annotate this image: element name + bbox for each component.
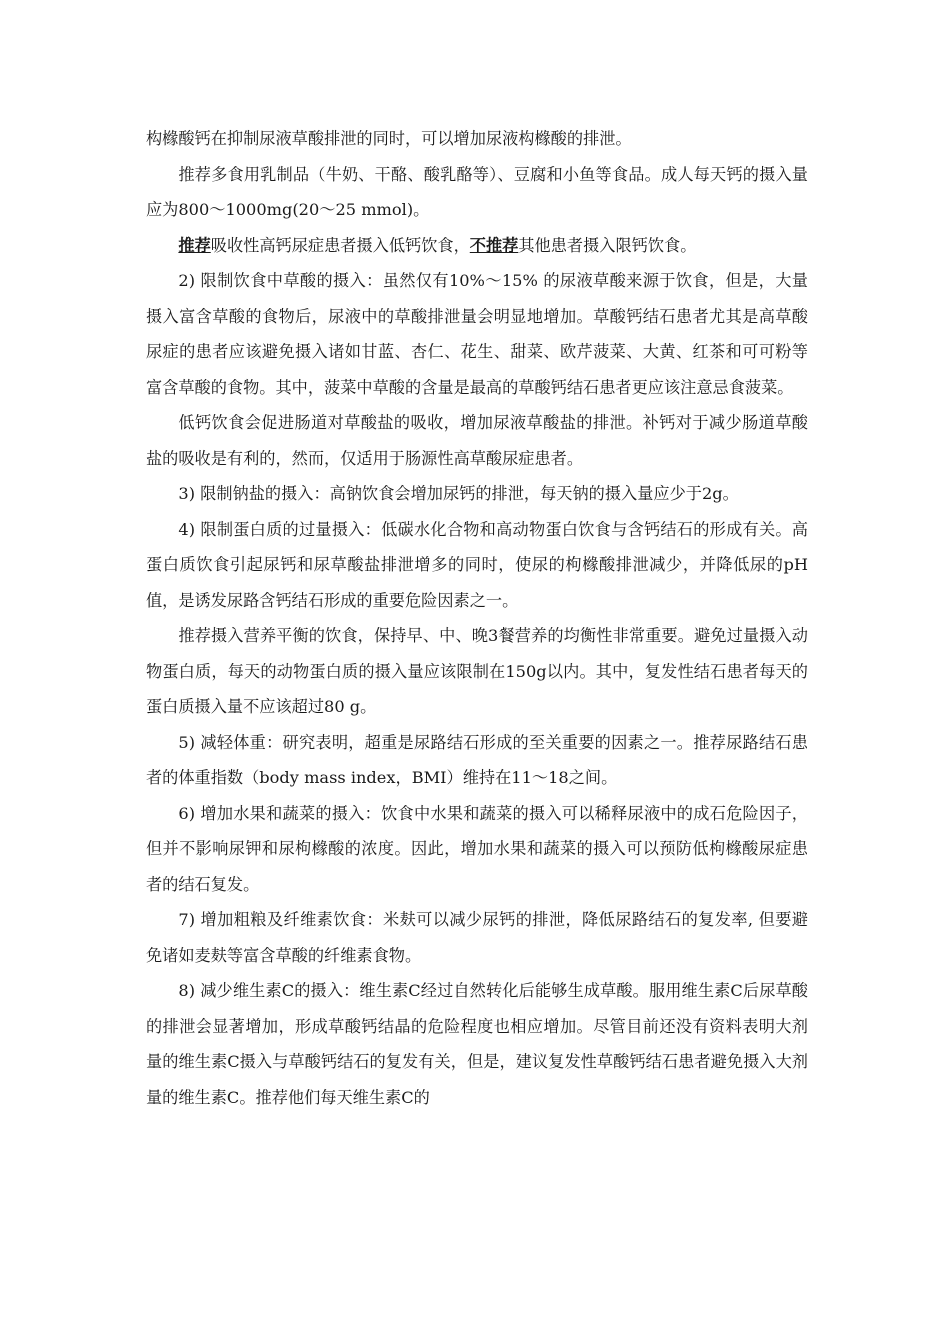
paragraph-low-calcium-effect: 低钙饮食会促进肠道对草酸盐的吸收，增加尿液草酸盐的排泄。补钙对于减少肠道草酸盐的吸收是有利的，然而，仅适用于肠源性高草酸尿症患者。 — [146, 413, 808, 468]
not-recommend-emphasis: 不推荐 — [469, 235, 519, 255]
paragraph-vitamin-c: 8) 减少维生素C的摄入：维生素C经过自然转化后能够生成草酸。服用维生素C后尿草酸的排泄会显著增加，形成草酸钙结晶的危险程度也相应增加。尽管目前还没有资料表明大剂量的维生素C摄入与草酸钙结石的复发有关，但是，建议复发性草酸钙结石患者避免摄入大剂量的维生素C。推荐他们每天维生素C的 — [146, 981, 808, 1107]
paragraph-fiber-diet: 7) 增加粗粮及纤维素饮食：米麸可以减少尿钙的排泄，降低尿路结石的复发率, 但要避免诸如麦麸等富含草酸的纤维素食物。 — [146, 910, 808, 965]
not-recommend-text: 其他患者摄入限钙饮食。 — [518, 235, 697, 255]
recommend-emphasis: 推荐 — [178, 235, 211, 255]
recommend-text: 吸收性高钙尿症患者摄入低钙饮食， — [210, 235, 470, 255]
paragraph-continuation: 构橼酸钙在抑制尿液草酸排泄的同时，可以增加尿液构橼酸的排泄。 — [146, 129, 632, 148]
paragraph-fruit-vegetables: 6) 增加水果和蔬菜的摄入：饮食中水果和蔬菜的摄入可以稀释尿液中的成石危险因子，但并不影响尿钾和尿枸橼酸的浓度。因此，增加水果和蔬菜的摄入可以预防低枸橼酸尿症患者的结石复发。 — [146, 803, 808, 894]
paragraph-weight-loss: 5) 减轻体重：研究表明，超重是尿路结石形成的至关重要的因素之一。推荐尿路结石患者的体重指数（body mass index，BMI）维持在11～18之间。 — [146, 732, 808, 787]
paragraph-sodium-limit: 3) 限制钠盐的摄入：高钠饮食会增加尿钙的排泄，每天钠的摄入量应少于2g。 — [178, 484, 739, 503]
paragraph-oxalate-limit: 2) 限制饮食中草酸的摄入：虽然仅有10%～15% 的尿液草酸来源于饮食，但是，大量摄入富含草酸的食物后，尿液中的草酸排泄量会明显地增加。草酸钙结石患者尤其是高草酸尿症的患者应该避免摄入诸如甘蓝、杏仁、花生、甜菜、欧芹菠菜、大黄、红茶和可可粉等富含草酸的食物。其中，菠菜中草酸的含量是最高的草酸钙结石患者更应该注意忌食菠菜。 — [146, 271, 808, 397]
paragraph-balanced-diet: 推荐摄入营养平衡的饮食，保持早、中、晚3餐营养的均衡性非常重要。避免过量摄入动物蛋白质，每天的动物蛋白质的摄入量应该限制在150g以内。其中，复发性结石患者每天的蛋白质摄入量不应该超过80 g。 — [146, 626, 808, 716]
paragraph-protein-limit: 4) 限制蛋白质的过量摄入：低碳水化合物和高动物蛋白饮食与含钙结石的形成有关。高蛋白质饮食引起尿钙和尿草酸盐排泄增多的同时，使尿的枸橼酸排泄减少，并降低尿的pH值，是诱发尿路含钙结石形成的重要危险因素之一。 — [146, 519, 808, 610]
paragraph-dairy-recommendation: 推荐多食用乳制品（牛奶、干酪、酸乳酪等）、豆腐和小鱼等食品。成人每天钙的摄入量应为800～1000mg(20～25 mmol)。 — [146, 164, 808, 219]
document-body — [146, 121, 808, 1115]
paragraph-low-calcium-recommendation — [146, 228, 808, 264]
